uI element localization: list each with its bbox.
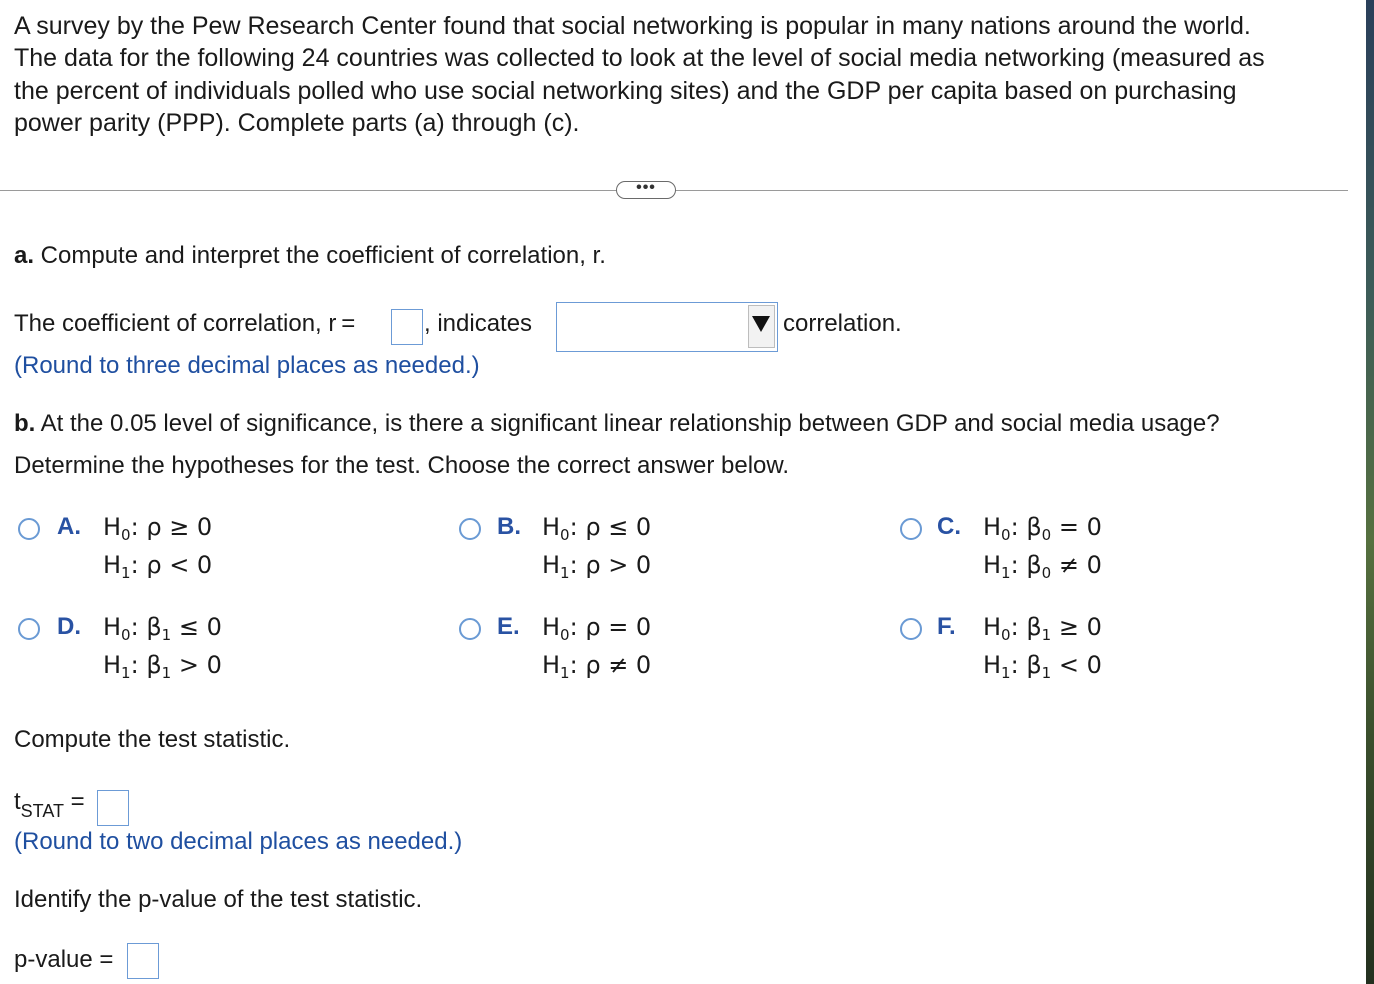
option-c-letter: C. [937, 513, 961, 540]
option-e-h1: $H_1$: ρ ≠ 0 [542, 651, 652, 682]
part-a-sentence-end: correlation. [783, 310, 902, 337]
test-statistic-prompt: Compute the test statistic. [14, 726, 291, 753]
option-f-h1: $H_1$: $\beta_1 < 0$ [983, 651, 1102, 682]
part-a-question-text: Compute and interpret the coefficient of correlation, r. [34, 242, 606, 269]
option-a-h1: $H_1$: ρ < 0 [103, 551, 213, 582]
part-b-label: b. [14, 410, 36, 437]
tstat-rounding-hint: (Round to two decimal places as needed.) [14, 828, 463, 855]
problem-intro [14, 10, 1344, 139]
option-b-h1: $H_1$: ρ > 0 [542, 551, 652, 582]
part-b-question [14, 410, 1220, 438]
option-b-h0: $H_0$: ρ ≤ 0 [542, 513, 652, 544]
option-d-h0: $H_0$: $\beta_1 \le 0$ [103, 613, 222, 644]
option-f-radio[interactable] [900, 618, 922, 640]
option-f-letter: F. [937, 613, 956, 640]
r-rounding-hint: (Round to three decimal places as needed.) [14, 352, 480, 379]
option-b-letter: B. [497, 513, 521, 540]
option-e-radio[interactable] [459, 618, 481, 640]
pvalue-label: p-value = [14, 946, 114, 973]
option-c-radio[interactable] [900, 518, 922, 540]
correlation-type-dropdown[interactable] [556, 302, 778, 352]
hypotheses-instruction: Determine the hypotheses for the test. Choose the correct answer below. [14, 452, 790, 479]
option-a-radio[interactable] [18, 518, 40, 540]
option-b-radio[interactable] [459, 518, 481, 540]
part-a-label: a. [14, 242, 35, 269]
intro-line-3: the percent of individuals polled who use social networking sites) and the GDP per capita based on purchasing [14, 76, 1237, 105]
option-d-letter: D. [57, 613, 81, 640]
dropdown-toggle[interactable] [748, 305, 775, 348]
option-c-h0: $H_0$: $\beta_0 = 0$ [983, 513, 1102, 544]
option-a-h0: $H_0$: ρ ≥ 0 [103, 513, 213, 544]
intro-line-4: power parity (PPP). Complete parts (a) through (c). [14, 108, 580, 137]
part-b-question-text: At the 0.05 level of significance, is there a significant linear relationship between GDP and social media usage? [35, 410, 1220, 437]
part-a-sentence-start: The coefficient of correlation, r = [14, 310, 356, 337]
option-d-radio[interactable] [18, 618, 40, 640]
tstat-label: $t_{STAT}$ = [14, 788, 85, 821]
part-a-sentence-mid: , indicates [424, 310, 533, 337]
window-edge-background [1366, 0, 1374, 984]
tstat-input[interactable] [97, 790, 129, 826]
pvalue-input[interactable] [127, 943, 159, 979]
option-e-h0: $H_0$: ρ = 0 [542, 613, 652, 644]
option-e-letter: E. [497, 613, 520, 640]
expand-more-button[interactable]: ••• [616, 181, 676, 199]
intro-line-1: A survey by the Pew Research Center found that social networking is popular in many nations around the world. [14, 12, 1251, 40]
part-a-question [14, 242, 606, 270]
option-c-h1: $H_1$: $\beta_0 \ne 0$ [983, 551, 1102, 582]
option-f-h0: $H_0$: $\beta_1 \ge 0$ [983, 613, 1102, 644]
option-d-h1: $H_1$: $\beta_1 > 0$ [103, 651, 222, 682]
option-a-letter: A. [57, 513, 81, 540]
r-value-input[interactable] [391, 309, 423, 345]
triangle-down-icon [752, 316, 770, 332]
pvalue-prompt: Identify the p-value of the test statistic. [14, 886, 423, 913]
intro-line-2: The data for the following 24 countries was collected to look at the level of social media networking (measured as [14, 44, 1265, 73]
